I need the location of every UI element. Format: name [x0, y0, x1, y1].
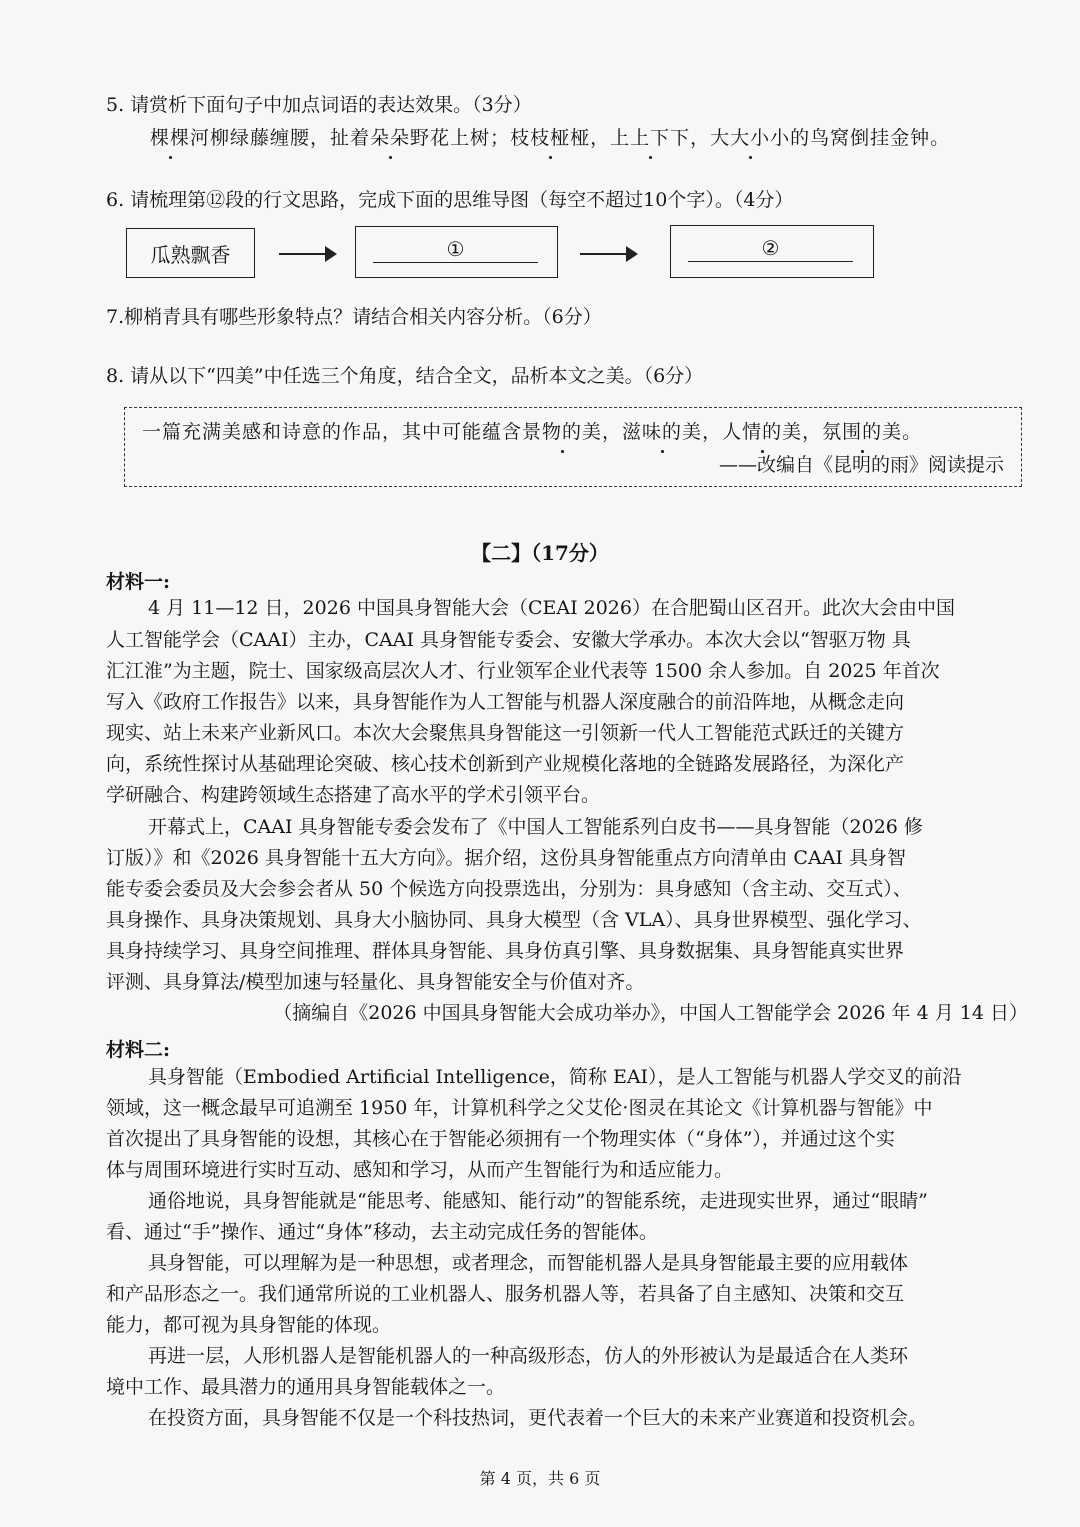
- mindmap-box-1-label: 瓜熟飘香: [150, 243, 231, 267]
- arrow-icon: [279, 253, 335, 255]
- question-5-sentence: 棵棵河柳绿藤缠腰，扯着朵朵野花上树；枝枝桠桠，上上下下，大大小小的鸟窝倒挂金钟。: [150, 124, 950, 152]
- material-2-line: 体与周围环境进行实时互动、感知和学习，从而产生智能行为和适应能力。: [106, 1159, 734, 1181]
- mindmap-box-2: [355, 226, 558, 278]
- material-2-line: 和产品形态之一。我们通常所说的工业机器人、服务机器人等，若具备了自主感知、决策和交互: [106, 1283, 905, 1305]
- material-2-line: 在投资方面，具身智能不仅是一个科技热词，更代表着一个巨大的未来产业赛道和投资机会。: [148, 1407, 928, 1429]
- question-7: 7.柳梢青具有哪些形象特点？请结合相关内容分析。（6分）: [106, 306, 602, 328]
- material-1-line: 现实、站上未来产业新风口。本次大会聚焦具身智能这一引领新一代人工智能范式跃迁的关键方: [106, 722, 905, 744]
- material-1-line: 订版）》和《2026 具身智能十五大方向》。据介绍，这份具身智能重点方向清单由 CAAI 具身智: [106, 847, 906, 869]
- reading-tip-source: ——改编自《昆明的雨》阅读提示: [718, 454, 1004, 476]
- dotted-word: 氛围的美: [822, 418, 902, 446]
- question-5: 5. 请赏析下面句子中加点词语的表达效果。（3分）: [106, 94, 532, 116]
- material-2-label: 材料二:: [106, 1039, 171, 1061]
- material-2-line: 首次提出了具身智能的设想，其核心在于智能必须拥有一个物理实体（“身体”），并通过这个实: [106, 1128, 895, 1150]
- dotted-word: 枝枝桠桠: [510, 124, 590, 152]
- material-2-line: 具身智能，可以理解为是一种思想，或者理念，而智能机器人是具身智能最主要的应用载体: [148, 1252, 909, 1274]
- material-1-line: 具身操作、具身决策规划、具身大小脑协同、具身大模型（含 VLA）、具身世界模型、强化学习、: [106, 909, 922, 931]
- material-2-line: 看、通过“手”操作、通过“身体”移动，去主动完成任务的智能体。: [106, 1221, 658, 1243]
- material-1-line: 学研融合、构建跨领域生态搭建了高水平的学术引领平台。: [106, 784, 601, 806]
- arrow-icon: [580, 253, 636, 255]
- material-1-line: 汇江淮”为主题，院士、国家级高层次人才、行业领军企业代表等 1500 余人参加。自 2025 年首次: [106, 660, 940, 682]
- material-2-line: 具身智能（Embodied Artificial Intelligence，简称 EAI），是人工智能与机器人学交叉的前沿: [148, 1066, 962, 1088]
- material-1-label: 材料一:: [106, 571, 171, 593]
- dotted-word: 大大小小: [710, 124, 790, 152]
- dotted-word: 朵朵: [370, 124, 410, 152]
- dotted-word: 上上下下: [610, 124, 690, 152]
- answer-blank-1[interactable]: ①: [373, 236, 538, 263]
- mindmap-box-3: [670, 225, 874, 278]
- material-1-line: 4 月 11—12 日，2026 中国具身智能大会（CEAI 2026）在合肥蜀山区召开。此次大会由中国: [148, 597, 955, 619]
- material-1-line: 具身持续学习、具身空间推理、群体具身智能、具身仿真引擎、具身数据集、具身智能真实世界: [106, 940, 905, 962]
- dotted-word: 滋味的美: [622, 418, 702, 446]
- material-1-source: （摘编自《2026 中国具身智能大会成功举办》，中国人工智能学会 2026 年 4 月 14 日）: [273, 1002, 1028, 1024]
- answer-blank-2[interactable]: ②: [688, 235, 853, 262]
- material-1-line: 开幕式上，CAAI 具身智能专委会发布了《中国人工智能系列白皮书——具身智能（2026 修: [148, 816, 923, 838]
- material-1-line: 向，系统性探讨从基础理论突破、核心技术创新到产业规模化落地的全链路发展路径，为深化产: [106, 753, 905, 775]
- material-1-line: 写入《政府工作报告》以来，具身智能作为人工智能与机器人深度融合的前沿阵地，从概念走向: [106, 691, 905, 713]
- material-2-line: 领域，这一概念最早可追溯至 1950 年，计算机科学之父艾伦·图灵在其论文《计算机器与智能》中: [106, 1097, 933, 1119]
- question-8: 8. 请从以下“四美”中任选三个角度，结合全文，品析本文之美。（6分）: [106, 365, 704, 387]
- material-2-line: 境中工作、最具潜力的通用具身智能载体之一。: [106, 1376, 506, 1398]
- material-2-line: 能力，都可视为具身智能的体现。: [106, 1314, 392, 1336]
- section-title: 【二】（17分）: [471, 541, 609, 565]
- page-number: 第 4 页，共 6 页: [479, 1469, 601, 1488]
- dotted-word: 人情的美: [722, 418, 802, 446]
- material-1-line: 能专委会委员及大会参会者从 50 个候选方向投票选出，分别为：具身感知（含主动、交互式）、: [106, 878, 912, 900]
- reading-tip-text: 一篇充满美感和诗意的作品，其中可能蕴含景物的美，滋味的美，人情的美，氛围的美。: [142, 418, 922, 446]
- material-2-line: 通俗地说，具身智能就是“能思考、能感知、能行动”的智能系统，走进现实世界，通过“眼睛”: [148, 1190, 928, 1212]
- material-2-line: 再进一层，人形机器人是智能机器人的一种高级形态，仿人的外形被认为是最适合在人类环: [148, 1345, 909, 1367]
- dotted-word: 棵棵: [150, 124, 190, 152]
- dotted-word: 景物的美: [522, 418, 602, 446]
- material-1-line: 评测、具身算法/模型加速与轻量化、具身智能安全与价值对齐。: [106, 971, 645, 993]
- mindmap-box-1: [126, 228, 255, 278]
- material-1-line: 人工智能学会（CAAI）主办，CAAI 具身智能专委会、安徽大学承办。本次大会以“智驱万物 具: [106, 629, 911, 651]
- question-6: 6. 请梳理第⑫段的行文思路，完成下面的思维导图（每空不超过10个字）。（4分）: [106, 189, 794, 211]
